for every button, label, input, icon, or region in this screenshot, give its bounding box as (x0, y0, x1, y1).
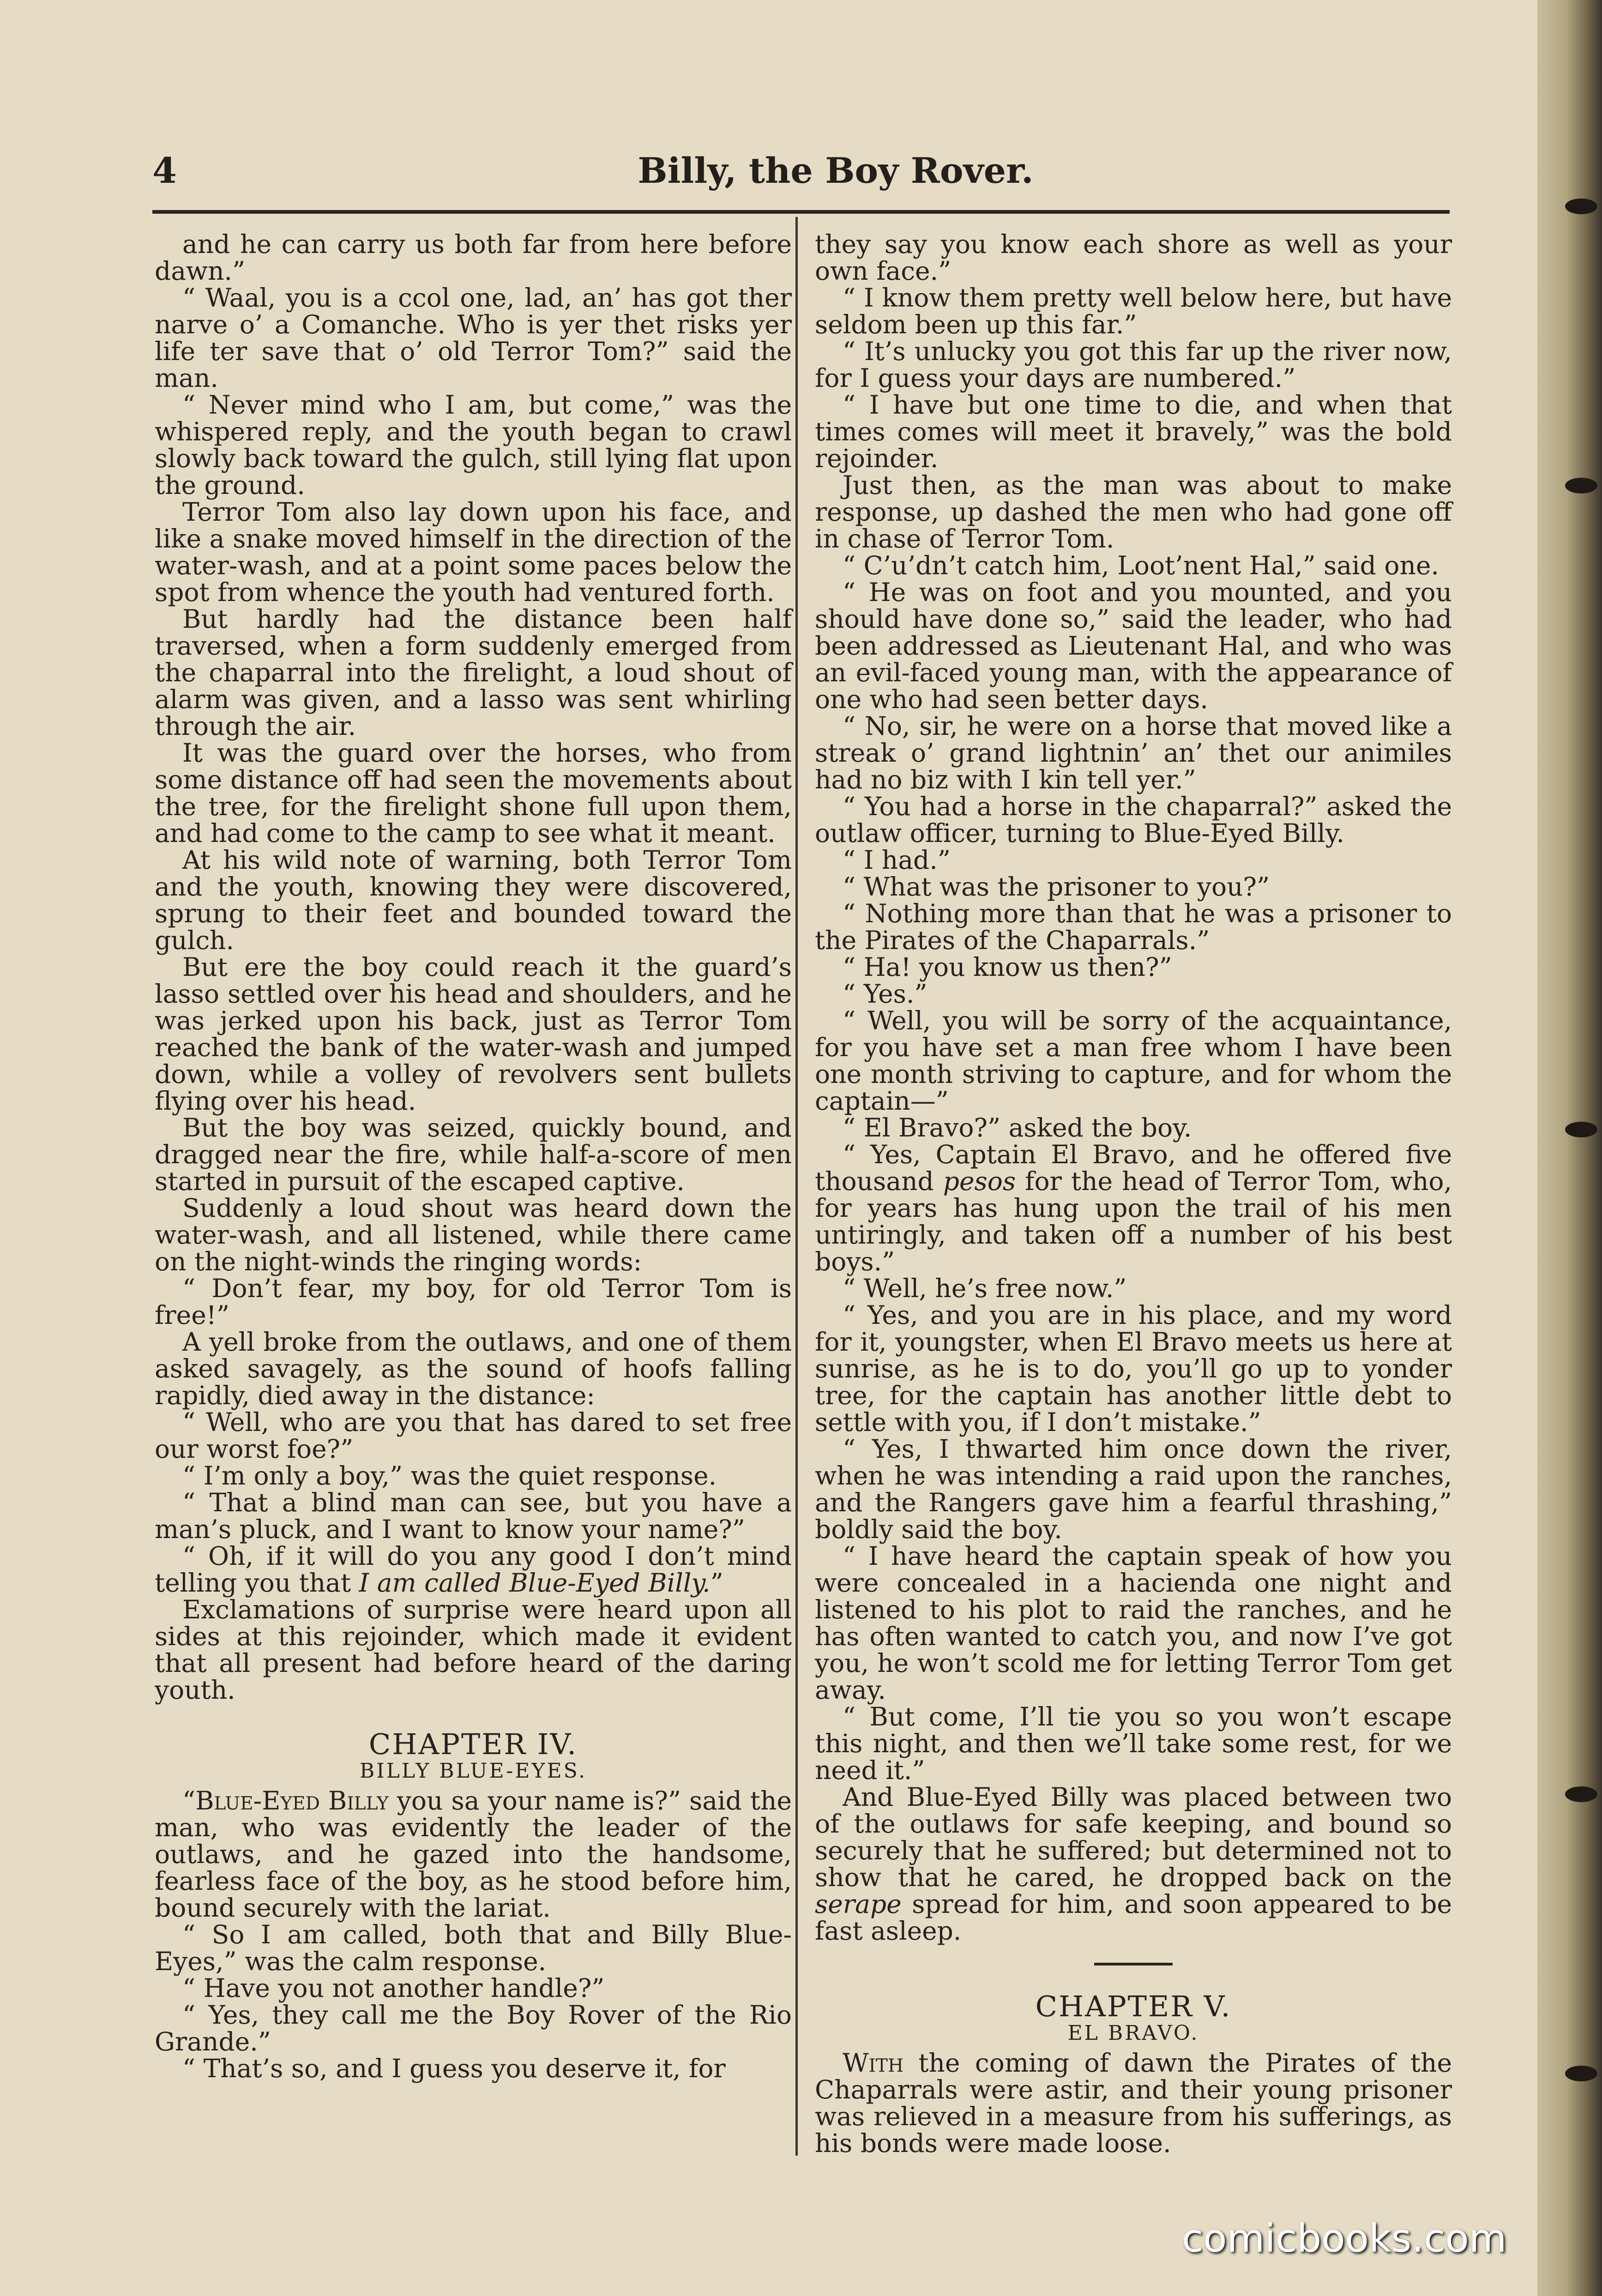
column-divider (795, 217, 798, 2156)
chapter-v-title: CHAPTER V. (1035, 1989, 1232, 2023)
binding-spine (1537, 0, 1602, 2296)
paragraph: “ Well, who are you that has dared to set free our worst foe?” (155, 1407, 792, 1464)
watermark: comicbooks.com (1182, 2216, 1507, 2261)
paragraph: “ Never mind who I am, but come,” was the whispered reply, and the youth began to crawl slowly back toward the gulch, still lying flat upon the ground. (155, 390, 792, 500)
chapter-iv-title: CHAPTER IV. (368, 1727, 578, 1761)
staple-hole (1565, 1786, 1597, 1802)
paragraph: “ Yes, and you are in his place, and my word for it, youngster, when El Bravo meets us here at sunrise, as he is to do, you’ll go up to yonder tree, for the captain has another little debt to settle with you, if I don’t mistake.” (815, 1300, 1452, 1437)
paragraph: “ Ha! you know us then?” (843, 952, 1172, 982)
paragraph: Suddenly a loud shout was heard down the water-wash, and all listened, while there came on the night-winds the ringing words: (155, 1193, 792, 1276)
paragraph: “ It’s unlucky you got this far up the river now, for I guess your days are numbered.” (815, 337, 1452, 393)
paragraph: Just then, as the man was about to make response, up dashed the men who had gone off in chase of Terror Tom. (815, 470, 1452, 553)
chapter-iv-subtitle: BILLY BLUE-EYES. (359, 1759, 587, 1783)
paragraph: “ Yes, they call me the Boy Rover of the Rio Grande.” (155, 2000, 792, 2056)
paragraph: But hardly had the distance been half traversed, when a form suddenly emerged from the chaparral into the firelight, a loud shout of alarm was given, and a lasso was sent whirling through the air. (155, 604, 792, 741)
paragraph: “ Well, you will be sorry of the acquaintance, for you have set a man free whom I have been one month striving to capture, and for whom the captain—” (815, 1006, 1452, 1116)
paragraph: “ I have heard the captain speak of how you were concealed in a hacienda one night and listened to his plot to raid the ranches, and he has often wanted to catch you, and now I’ve got you, he won’t scold me for letting Terror Tom get away. (815, 1541, 1452, 1705)
paragraph: Exclamations of surprise were heard upon all sides at this rejoinder, which made it evident that all present had before heard of the daring youth. (155, 1595, 792, 1705)
staple-hole (1565, 2066, 1597, 2081)
staple-hole (1565, 1122, 1597, 1137)
paragraph: “ I know them pretty well below here, but have seldom been up this far.” (815, 283, 1452, 339)
paragraph: “ Nothing more than that he was a prisoner to the Pirates of the Chaparrals.” (815, 899, 1452, 955)
running-title: Billy, the Boy Rover. (638, 150, 1034, 191)
right-paragraphs-b (815, 1275, 1452, 1784)
paragraph: “ But come, I’ll tie you so you won’t escape this night, and then we’ll take some rest, for we need it.” (815, 1702, 1452, 1785)
serape-paragraph: And Blue-Eyed Billy was placed between two of the outlaws for safe keeping, and bound so securely that he suffered; but determined not to show that he cared, he dropped back on the serape spread for him, and soon appeared to be fast asleep. (815, 1782, 1452, 1946)
paragraph: Terror Tom also lay down upon his face, and like a snake moved himself in the direction of the water-wash, and at a point some paces below the spot from whence the youth had ventured forth. (155, 497, 792, 607)
chapter-v-subtitle: EL BRAVO. (1067, 2021, 1199, 2045)
paragraph: “ That a blind man can see, but you have a man’s pluck, and I want to know your name?” (155, 1488, 792, 1544)
paragraph: they say you know each shore as well as your own face.” (815, 229, 1452, 286)
staple-hole (1565, 478, 1597, 493)
paragraph: “ Yes, I thwarted him once down the river, when he was intending a raid upon the ranches, and the Rangers gave him a fearful thrashing,” boldly said the boy. (815, 1434, 1452, 1544)
paragraph: “ C’u’dn’t catch him, Loot’nent Hal,” said one. (843, 551, 1439, 580)
left-column (155, 231, 792, 2082)
right-paragraphs-a (815, 231, 1452, 1141)
left-paragraphs-b (155, 1596, 792, 1703)
paragraph: “ No, sir, he were on a horse that moved like a streak o’ grand lightnin’ an’ thet our animiles had no biz with I kin tell yer.” (815, 711, 1452, 794)
paragraph: “ Waal, you is a ccol one, lad, an’ has got ther narve o’ a Comanche. Who is yer thet risks yer life ter save that o’ old Terror Tom?” said the man. (155, 283, 792, 393)
paragraph: “ That’s so, and I guess you deserve it, for (182, 2054, 726, 2083)
header-rule (152, 210, 1450, 214)
paragraph: “ You had a horse in the chaparral?” asked the outlaw officer, turning to Blue-Eyed Billy. (815, 792, 1452, 848)
page-number: 4 (152, 150, 177, 191)
paragraph: But the boy was seized, quickly bound, and dragged near the fire, while half-a-score of men started in pursuit of the escaped captive. (155, 1113, 792, 1196)
paragraph: “ He was on foot and you mounted, and you should have done so,” said the leader, who had been addressed as Lieutenant Hal, and who was an evil-faced young man, with the appearance of one who had seen better days. (815, 577, 1452, 714)
paragraph: “ El Bravo?” asked the boy. (843, 1113, 1192, 1142)
paragraph: “ What was the prisoner to you?” (843, 872, 1270, 902)
pesos-paragraph: “ Yes, Captain El Bravo, and he offered five thousand pesos for the head of Terror Tom, who, for years has hung upon the trail of his men untiringly, and taken off a number of his best boys.” (815, 1140, 1452, 1276)
paragraph: “ Have you not another handle?” (182, 1973, 605, 2003)
paragraph: “ I had.” (843, 845, 951, 875)
paragraph: A yell broke from the outlaws, and one of them asked savagely, as the sound of hoofs falling rapidly, died away in the distance: (155, 1327, 792, 1410)
staple-hole (1565, 198, 1597, 214)
left-paragraphs-a (155, 231, 792, 1543)
billy-name-paragraph: “ Oh, if it will do you any good I don’t mind telling you that I am called Blue-Eyed Billy.” (155, 1541, 792, 1598)
paragraph: “ So I am called, both that and Billy Blue-Eyes,” was the calm response. (155, 1920, 792, 1976)
paragraph: “ Don’t fear, my boy, for old Terror Tom is free!” (155, 1274, 792, 1330)
paragraph: and he can carry us both far from here before dawn.” (155, 229, 792, 286)
chapter-iv-opening: “Blue-Eyed Billy you sa your name is?” said the man, who was evidently the leader of the outlaws, and he gazed into the handsome, fearless face of the boy, as he stood before him, bound securely with the lariat. (155, 1786, 792, 1923)
paragraph: “ I have but one time to die, and when that times comes will meet it bravely,” was the bold rejoinder. (815, 390, 1452, 473)
paragraph: It was the guard over the horses, who from some distance off had seen the movements about the tree, for the firelight shone full upon them, and had come to the camp to see what it meant. (155, 738, 792, 848)
chapter-v-opening: With the coming of dawn the Pirates of the Chaparrals were astir, and their young prisoner was relieved in a measure from his sufferings, as his bonds were made loose. (815, 2048, 1452, 2158)
paragraph: But ere the boy could reach it the guard’s lasso settled over his head and shoulders, and he was jerked upon his back, just as Terror Tom reached the bank of the water-wash and jumped down, while a volley of revolvers sent bullets flying over his head. (155, 952, 792, 1116)
paragraph: At his wild note of warning, both Terror Tom and the youth, knowing they were discovered, sprung to their feet and bounded toward the gulch. (155, 845, 792, 955)
right-column (815, 231, 1452, 2157)
paragraph: “ I’m only a boy,” was the quiet response. (182, 1461, 717, 1491)
left-paragraphs-c (155, 1921, 792, 2082)
paragraph: “ Well, he’s free now.” (843, 1274, 1127, 1303)
section-rule (1094, 1963, 1173, 1965)
paragraph: “ Yes.” (843, 979, 927, 1009)
